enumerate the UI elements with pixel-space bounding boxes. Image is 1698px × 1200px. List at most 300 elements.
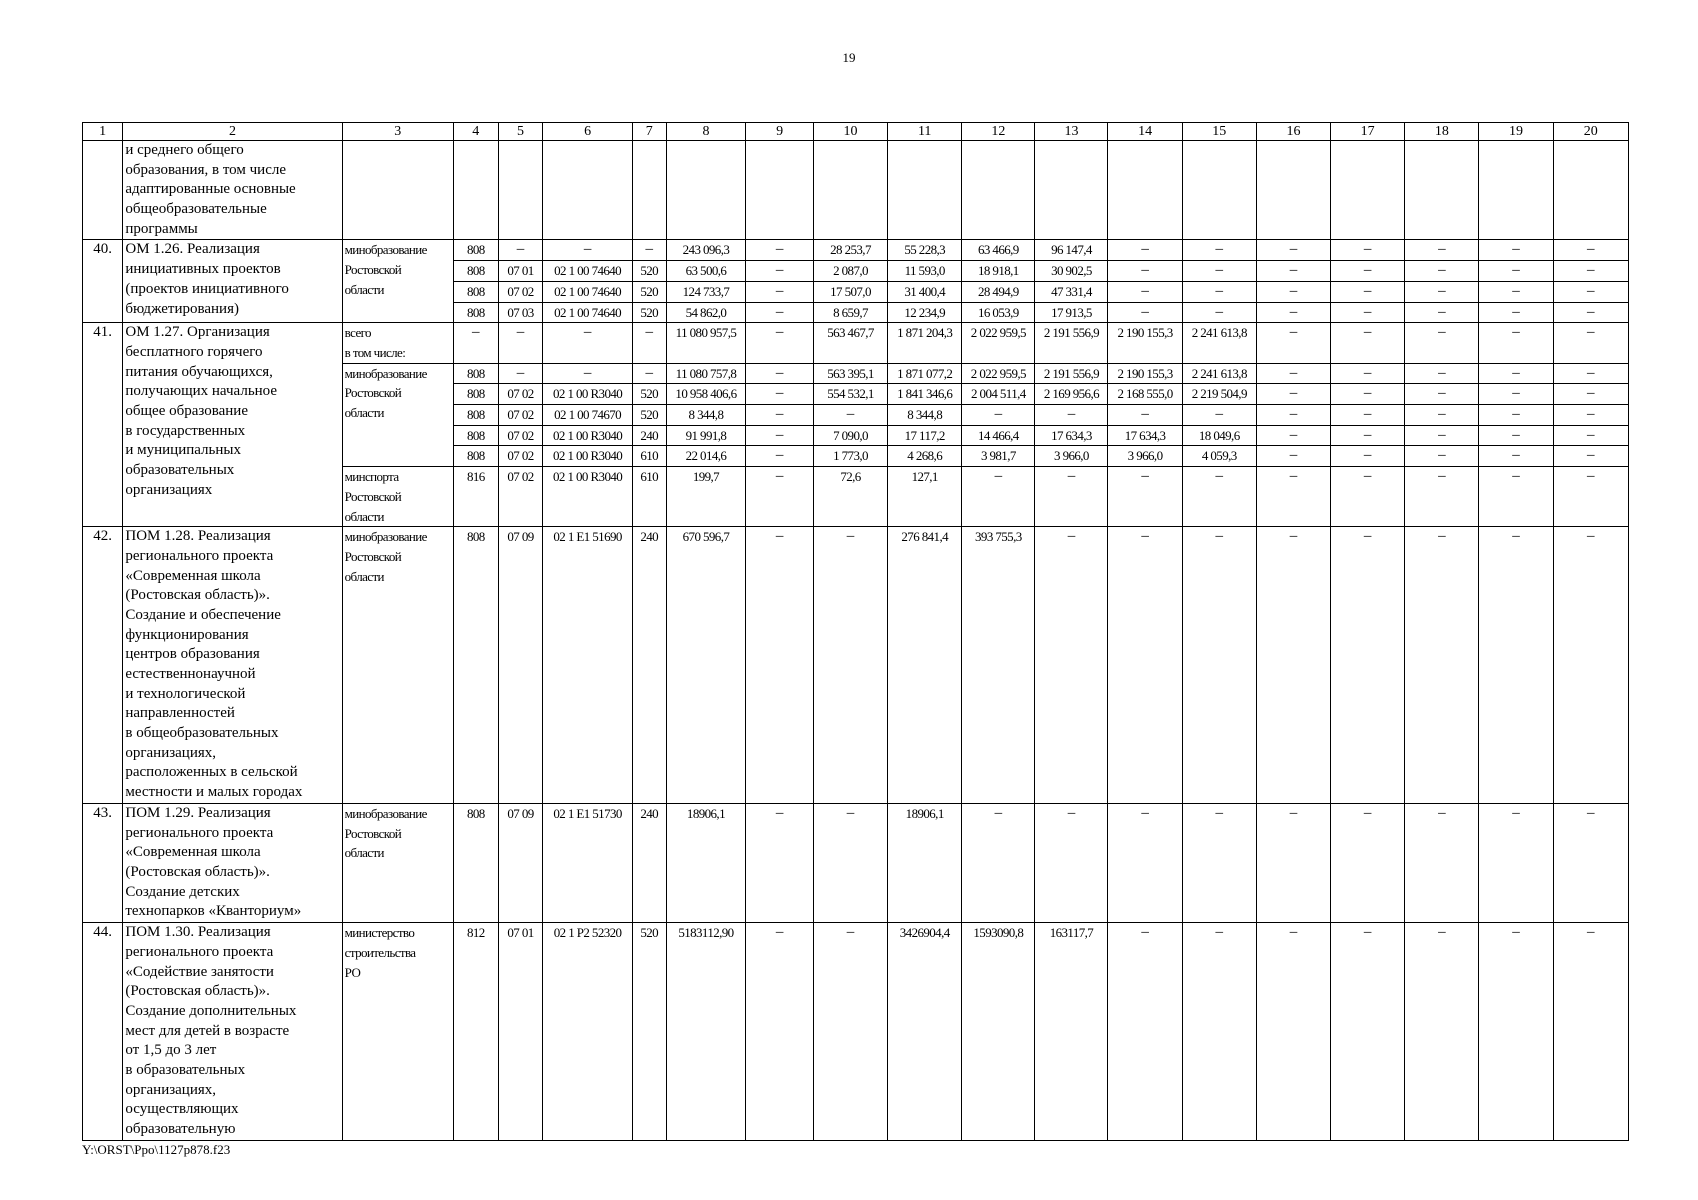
description-cell-line: центров образования	[125, 646, 260, 663]
value-cell: –	[962, 804, 1035, 923]
value-cell: 520	[632, 281, 666, 302]
value-cell: –	[746, 527, 814, 804]
description-cell	[123, 923, 342, 1141]
value-cell: –	[1256, 323, 1330, 363]
value-cell: –	[746, 405, 814, 426]
empty-cell	[543, 141, 632, 240]
value-cell: –	[1553, 405, 1628, 426]
description-cell-line: Создание детских	[125, 883, 240, 900]
column-header: 17	[1331, 123, 1405, 141]
value-cell: –	[1182, 281, 1256, 302]
value-cell: –	[1182, 467, 1256, 527]
value-cell: –	[1479, 923, 1553, 1141]
value-cell: 02 1 00 R3040	[543, 425, 632, 446]
value-cell: –	[962, 405, 1035, 426]
executor-cell-line: минобразование	[344, 365, 427, 381]
executor-cell	[342, 804, 453, 923]
value-cell: –	[746, 302, 814, 323]
value-cell: 7 090,0	[813, 425, 887, 446]
value-cell: –	[1553, 923, 1628, 1141]
value-cell: –	[1553, 384, 1628, 405]
value-cell: –	[1331, 384, 1405, 405]
value-cell: –	[1405, 446, 1479, 467]
value-cell: 2 022 959,5	[962, 363, 1035, 384]
value-cell: –	[1405, 261, 1479, 282]
value-cell: 393 755,3	[962, 527, 1035, 804]
value-cell: 12 234,9	[888, 302, 962, 323]
executor-cell-line: минобразование	[344, 806, 427, 822]
description-cell-line: (проектов инициативного	[125, 280, 289, 297]
column-header: 18	[1405, 123, 1479, 141]
value-cell: –	[1479, 446, 1553, 467]
empty-cell	[1035, 141, 1108, 240]
value-cell: 18 049,6	[1182, 425, 1256, 446]
value-cell: 02 1 00 R3040	[543, 467, 632, 527]
value-cell: –	[1108, 240, 1182, 261]
value-cell: 610	[632, 467, 666, 527]
value-cell: 520	[632, 384, 666, 405]
value-cell: 07 02	[498, 446, 543, 467]
description-cell-line: (Ростовская область)».	[125, 587, 270, 604]
column-header: 8	[666, 123, 746, 141]
executor-cell-line: минспорта	[344, 469, 399, 485]
executor-cell-line: минобразование	[344, 242, 427, 258]
value-cell: –	[813, 804, 887, 923]
value-cell: 96 147,4	[1035, 240, 1108, 261]
column-header: 12	[962, 123, 1035, 141]
row-number-cell: 43.	[83, 804, 123, 923]
column-header: 9	[746, 123, 814, 141]
value-cell: –	[1553, 281, 1628, 302]
value-cell: 808	[453, 405, 498, 426]
value-cell: 5183112,90	[666, 923, 746, 1141]
value-cell: –	[1553, 363, 1628, 384]
value-cell: 07 02	[498, 425, 543, 446]
description-cell-line: от 1,5 до 3 лет	[125, 1042, 217, 1059]
value-cell: –	[813, 923, 887, 1141]
value-cell: –	[746, 923, 814, 1141]
page-number: 19	[842, 50, 856, 65]
description-cell-line: организациях,	[125, 1081, 217, 1098]
description-cell-line: регионального проекта	[125, 547, 274, 564]
value-cell: –	[746, 363, 814, 384]
value-cell: –	[1405, 363, 1479, 384]
executor-cell-line: Ростовской	[344, 548, 402, 564]
executor-cell	[342, 467, 453, 527]
value-cell: 808	[453, 384, 498, 405]
row-number-cell: 40.	[83, 240, 123, 323]
value-cell: –	[453, 323, 498, 363]
value-cell: 02 1 E1 51730	[543, 804, 632, 923]
value-cell: 4 059,3	[1182, 446, 1256, 467]
value-cell: 563 467,7	[813, 323, 887, 363]
value-cell: 554 532,1	[813, 384, 887, 405]
header-row	[83, 123, 1629, 141]
executor-cell-line: области	[344, 568, 384, 584]
executor-cell-line: Ростовской	[344, 825, 402, 841]
value-cell: –	[498, 240, 543, 261]
value-cell: –	[1108, 302, 1182, 323]
value-cell: 8 344,8	[666, 405, 746, 426]
value-cell: –	[746, 384, 814, 405]
value-cell: 240	[632, 804, 666, 923]
executor-cell	[342, 363, 453, 467]
value-cell: –	[1405, 527, 1479, 804]
column-header: 19	[1479, 123, 1553, 141]
value-cell: 2 241 613,8	[1182, 363, 1256, 384]
value-cell: –	[1256, 527, 1330, 804]
executor-cell-line: области	[344, 845, 384, 861]
description-cell-line: расположенных в сельской	[125, 764, 298, 781]
description-cell-line: образования, в том числе	[125, 161, 287, 178]
value-cell: –	[1256, 240, 1330, 261]
value-cell: 17 507,0	[813, 281, 887, 302]
value-cell: –	[1553, 302, 1628, 323]
empty-cell	[1256, 141, 1330, 240]
description-cell-line: и технологической	[125, 685, 246, 702]
executor-cell	[342, 323, 453, 363]
column-header: 11	[888, 123, 962, 141]
table-row	[83, 923, 1629, 1141]
value-cell: 02 1 00 74640	[543, 281, 632, 302]
value-cell: –	[632, 363, 666, 384]
description-cell-line: местности и малых городах	[125, 784, 303, 801]
value-cell: 16 053,9	[962, 302, 1035, 323]
value-cell: 610	[632, 446, 666, 467]
executor-cell-line: строительства	[344, 944, 416, 960]
value-cell: –	[1256, 425, 1330, 446]
value-cell: 240	[632, 425, 666, 446]
empty-cell	[1182, 141, 1256, 240]
value-cell: 07 03	[498, 302, 543, 323]
value-cell: –	[1108, 405, 1182, 426]
executor-cell-line: области	[344, 405, 384, 420]
value-cell: 520	[632, 302, 666, 323]
value-cell: –	[1256, 384, 1330, 405]
value-cell: 47 331,4	[1035, 281, 1108, 302]
executor-cell-line: Ростовской	[344, 488, 402, 504]
empty-cell	[342, 141, 453, 240]
empty-cell	[888, 141, 962, 240]
value-cell: 30 902,5	[1035, 261, 1108, 282]
value-cell: 1593090,8	[962, 923, 1035, 1141]
executor-cell	[342, 527, 453, 804]
value-cell: 02 1 00 R3040	[543, 446, 632, 467]
value-cell: 07 02	[498, 467, 543, 527]
value-cell: –	[1479, 804, 1553, 923]
value-cell: –	[1331, 302, 1405, 323]
value-cell: –	[1553, 261, 1628, 282]
value-cell: –	[1479, 405, 1553, 426]
description-cell-line: в государственных	[125, 422, 246, 439]
value-cell: –	[1479, 240, 1553, 261]
value-cell: 02 1 00 R3040	[543, 384, 632, 405]
value-cell: 127,1	[888, 467, 962, 527]
empty-cell	[498, 141, 543, 240]
description-cell	[123, 804, 342, 923]
value-cell: –	[1331, 804, 1405, 923]
description-cell-line: направленностей	[125, 705, 235, 722]
column-header: 4	[453, 123, 498, 141]
value-cell: –	[1331, 240, 1405, 261]
description-cell-line: и среднего общего	[125, 142, 244, 158]
value-cell: 2 004 511,4	[962, 384, 1035, 405]
description-cell-line: в образовательных	[125, 1062, 246, 1079]
executor-cell-line: минобразование	[344, 529, 427, 545]
value-cell: 276 841,4	[888, 527, 962, 804]
value-cell: 28 494,9	[962, 281, 1035, 302]
row-number-cell	[83, 141, 123, 240]
empty-cell	[746, 141, 814, 240]
empty-cell	[962, 141, 1035, 240]
description-cell-line: технопарков «Кванториум»	[125, 903, 302, 920]
executor-cell	[342, 923, 453, 1141]
empty-cell	[1553, 141, 1628, 240]
value-cell: 124 733,7	[666, 281, 746, 302]
value-cell: 2 087,0	[813, 261, 887, 282]
value-cell: –	[1182, 923, 1256, 1141]
description-cell-line: мест для детей в возрасте	[125, 1022, 290, 1039]
description-cell-line: организациях,	[125, 744, 217, 761]
value-cell: 63 466,9	[962, 240, 1035, 261]
row-number-cell: 44.	[83, 923, 123, 1141]
value-cell: 8 659,7	[813, 302, 887, 323]
value-cell: 2 190 155,3	[1108, 323, 1182, 363]
value-cell: 4 268,6	[888, 446, 962, 467]
value-cell: –	[1479, 363, 1553, 384]
description-cell-line: «Содействие занятости	[125, 963, 274, 980]
value-cell: –	[1479, 261, 1553, 282]
description-cell-line: в общеобразовательных	[125, 725, 279, 742]
column-header: 14	[1108, 123, 1182, 141]
value-cell: 02 1 E1 51690	[543, 527, 632, 804]
value-cell: –	[1256, 446, 1330, 467]
value-cell: –	[1035, 467, 1108, 527]
description-cell-line: бесплатного горячего	[125, 343, 263, 360]
value-cell: 02 1 P2 52320	[543, 923, 632, 1141]
value-cell: –	[1256, 923, 1330, 1141]
column-header: 16	[1256, 123, 1330, 141]
row-number-cell: 41.	[83, 323, 123, 527]
column-header: 15	[1182, 123, 1256, 141]
table-row	[83, 141, 1629, 240]
value-cell: –	[632, 240, 666, 261]
value-cell: 2 190 155,3	[1108, 363, 1182, 384]
value-cell: –	[746, 804, 814, 923]
column-header: 1	[83, 123, 123, 141]
description-cell-line: естественнонаучной	[125, 666, 256, 683]
value-cell: 10 958 406,6	[666, 384, 746, 405]
value-cell: –	[1182, 240, 1256, 261]
value-cell: –	[1479, 467, 1553, 527]
executor-cell-line: области	[344, 281, 384, 297]
column-header: 2	[123, 123, 342, 141]
empty-cell	[632, 141, 666, 240]
value-cell: 07 02	[498, 281, 543, 302]
value-cell: 3 966,0	[1035, 446, 1108, 467]
value-cell: –	[1405, 323, 1479, 363]
value-cell: 520	[632, 923, 666, 1141]
value-cell: 55 228,3	[888, 240, 962, 261]
value-cell: –	[1405, 302, 1479, 323]
value-cell: 11 080 757,8	[666, 363, 746, 384]
value-cell: 22 014,6	[666, 446, 746, 467]
value-cell: –	[746, 425, 814, 446]
value-cell: 2 022 959,5	[962, 323, 1035, 363]
description-cell-line: организациях	[125, 481, 213, 498]
value-cell: 1 773,0	[813, 446, 887, 467]
row-number-cell: 42.	[83, 527, 123, 804]
value-cell: –	[1405, 425, 1479, 446]
value-cell: –	[1256, 281, 1330, 302]
value-cell: –	[498, 323, 543, 363]
value-cell: 07 02	[498, 405, 543, 426]
value-cell: 18 918,1	[962, 261, 1035, 282]
value-cell: 31 400,4	[888, 281, 962, 302]
description-cell-line: ОМ 1.26. Реализация	[125, 241, 260, 258]
value-cell: –	[1256, 302, 1330, 323]
value-cell: –	[1553, 804, 1628, 923]
value-cell: 1 841 346,6	[888, 384, 962, 405]
value-cell: –	[1182, 804, 1256, 923]
value-cell: 808	[453, 240, 498, 261]
value-cell: –	[1256, 467, 1330, 527]
value-cell: 808	[453, 527, 498, 804]
column-header: 20	[1553, 123, 1628, 141]
value-cell: 14 466,4	[962, 425, 1035, 446]
value-cell: –	[1553, 323, 1628, 363]
value-cell: –	[1405, 384, 1479, 405]
value-cell: –	[1331, 261, 1405, 282]
value-cell: 07 01	[498, 261, 543, 282]
value-cell: –	[632, 323, 666, 363]
description-cell-line: «Современная школа	[125, 567, 261, 584]
description-cell-line: инициативных проектов	[125, 261, 281, 278]
value-cell: 02 1 00 74640	[543, 302, 632, 323]
value-cell: 2 169 956,6	[1035, 384, 1108, 405]
column-header: 5	[498, 123, 543, 141]
value-cell: –	[1331, 446, 1405, 467]
value-cell: –	[1256, 261, 1330, 282]
value-cell: –	[1331, 425, 1405, 446]
empty-cell	[813, 141, 887, 240]
budget-table	[82, 122, 1629, 1141]
file-path-footer: Y:\ORST\Ppo\1127p878.f23	[82, 1142, 231, 1157]
value-cell: –	[1035, 804, 1108, 923]
description-cell	[123, 323, 342, 527]
value-cell: 1 871 204,3	[888, 323, 962, 363]
value-cell: –	[1182, 527, 1256, 804]
value-cell: –	[1405, 923, 1479, 1141]
value-cell: –	[1405, 467, 1479, 527]
column-header: 6	[543, 123, 632, 141]
value-cell: –	[1405, 804, 1479, 923]
value-cell: 3426904,4	[888, 923, 962, 1141]
description-cell-line: Создание и обеспечение	[125, 606, 281, 623]
value-cell: 520	[632, 405, 666, 426]
value-cell: –	[1479, 281, 1553, 302]
value-cell: 28 253,7	[813, 240, 887, 261]
value-cell: –	[1331, 281, 1405, 302]
description-cell-line: ПОМ 1.29. Реализация	[125, 805, 271, 822]
column-header: 10	[813, 123, 887, 141]
executor-cell-line: Ростовской	[344, 385, 402, 401]
value-cell: –	[1182, 261, 1256, 282]
value-cell: 243 096,3	[666, 240, 746, 261]
table-row	[83, 804, 1629, 923]
value-cell: –	[1331, 323, 1405, 363]
value-cell: 199,7	[666, 467, 746, 527]
empty-cell	[1331, 141, 1405, 240]
description-cell-line: осуществляющих	[125, 1101, 239, 1118]
description-cell-line: регионального проекта	[125, 943, 274, 960]
value-cell: 18906,1	[666, 804, 746, 923]
value-cell: –	[1331, 527, 1405, 804]
value-cell: 3 981,7	[962, 446, 1035, 467]
value-cell: 2 219 504,9	[1182, 384, 1256, 405]
value-cell: –	[1108, 281, 1182, 302]
value-cell: –	[1256, 405, 1330, 426]
value-cell: –	[1331, 363, 1405, 384]
value-cell: 17 913,5	[1035, 302, 1108, 323]
value-cell: –	[1108, 527, 1182, 804]
value-cell: 11 593,0	[888, 261, 962, 282]
executor-cell-line: министерство	[344, 925, 415, 941]
value-cell: –	[1553, 527, 1628, 804]
description-cell-line: образовательных	[125, 462, 235, 479]
description-cell-line: бюджетирования)	[125, 300, 239, 317]
column-header: 3	[342, 123, 453, 141]
value-cell: –	[813, 527, 887, 804]
description-cell-line: адаптированные основные	[125, 181, 296, 198]
description-cell-line: образовательную	[125, 1121, 236, 1138]
value-cell: 808	[453, 281, 498, 302]
value-cell: 808	[453, 363, 498, 384]
description-cell-line: общее образование	[125, 403, 248, 419]
value-cell: 07 09	[498, 527, 543, 804]
description-cell-line: получающих начальное	[125, 383, 278, 400]
executor-cell-line: РО	[344, 964, 361, 980]
description-cell-line: ПОМ 1.30. Реализация	[125, 924, 271, 941]
empty-cell	[1405, 141, 1479, 240]
value-cell: 812	[453, 923, 498, 1141]
description-cell-line: общеобразовательные	[125, 201, 267, 218]
value-cell: –	[1479, 302, 1553, 323]
value-cell: 816	[453, 467, 498, 527]
value-cell: –	[543, 323, 632, 363]
value-cell: 2 191 556,9	[1035, 323, 1108, 363]
description-cell-line: питания обучающихся,	[125, 363, 273, 380]
value-cell: 2 191 556,9	[1035, 363, 1108, 384]
value-cell: 670 596,7	[666, 527, 746, 804]
value-cell: 1 871 077,2	[888, 363, 962, 384]
value-cell: 563 395,1	[813, 363, 887, 384]
executor-cell-line: области	[344, 508, 384, 524]
description-cell	[123, 141, 342, 240]
value-cell: 2 168 555,0	[1108, 384, 1182, 405]
value-cell: 11 080 957,5	[666, 323, 746, 363]
value-cell: 07 01	[498, 923, 543, 1141]
value-cell: –	[1479, 323, 1553, 363]
value-cell: –	[746, 240, 814, 261]
value-cell: –	[1405, 281, 1479, 302]
value-cell: 91 991,8	[666, 425, 746, 446]
value-cell: 520	[632, 261, 666, 282]
value-cell: –	[1553, 240, 1628, 261]
value-cell: –	[746, 281, 814, 302]
empty-cell	[1479, 141, 1553, 240]
value-cell: –	[543, 240, 632, 261]
